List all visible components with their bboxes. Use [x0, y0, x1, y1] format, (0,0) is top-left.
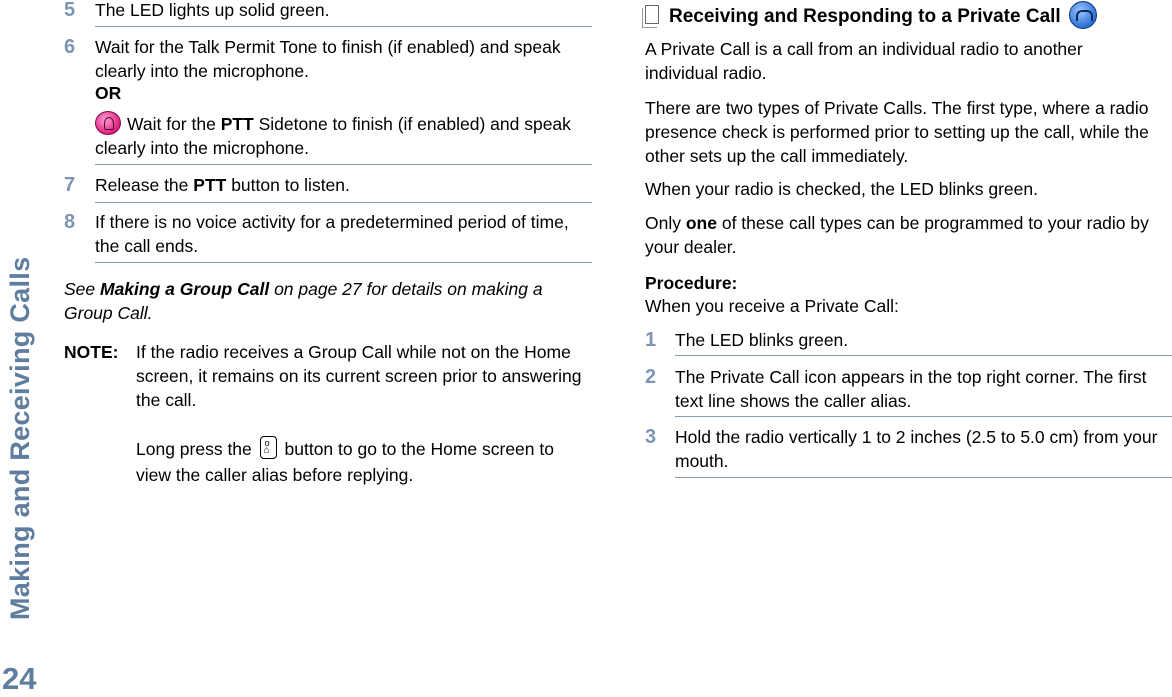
- step-divider: [95, 202, 592, 203]
- section-title-text: Making and Receiving Calls: [5, 256, 35, 620]
- step-divider: [95, 164, 592, 165]
- procedure-step-1: [645, 328, 1172, 352]
- step-5: [64, 0, 592, 22]
- procedure-step-2: [645, 365, 1172, 413]
- step-alt-text: [95, 111, 592, 160]
- step-8: [64, 210, 592, 258]
- step-7: [64, 173, 592, 197]
- step-number: 6: [64, 36, 76, 58]
- step-text: The LED lights up solid green.: [95, 0, 330, 20]
- alt-text-post: Sidetone to finish (if enabled) and speak clearly into the microphone.: [95, 114, 571, 158]
- step-text: Wait for the Talk Permit Tone to finish (if enabled) and speak clearly into the microphone.: [95, 37, 561, 81]
- step-divider: [675, 477, 1172, 478]
- procedure-step-3: [645, 425, 1172, 473]
- step-number: 7: [64, 174, 76, 196]
- step-text: Release the PTT button to listen.: [95, 175, 350, 195]
- step-number: 8: [64, 211, 76, 233]
- note-text-2: Long press the ⌂ o button to go to the Home screen to view the caller alias before replying.: [136, 436, 591, 488]
- alt-text-bold: PTT: [220, 114, 254, 134]
- note-block: [64, 340, 591, 488]
- step-number: 5: [64, 0, 76, 21]
- procedure-intro: When you receive a Private Call:: [645, 296, 899, 316]
- see-also-paragraph: See Making a Group Call on page 27 for details on making a Group Call.: [64, 279, 543, 323]
- section-heading: [645, 1, 1172, 30]
- procedure-label: Procedure:: [645, 273, 738, 293]
- paragraph-1: A Private Call is a call from an individual radio to another individual radio.: [645, 39, 1083, 83]
- step-divider: [675, 355, 1172, 356]
- private-call-icon: [1069, 1, 1097, 29]
- step-divider: [675, 416, 1172, 417]
- see-also-link[interactable]: Making a Group Call: [100, 279, 270, 299]
- step-number: 2: [645, 366, 657, 388]
- document-icon: [645, 5, 659, 24]
- step-text: The Private Call icon appears in the top right corner. The first text line shows the caller alias.: [675, 367, 1147, 411]
- paragraph-3: When your radio is checked, the LED blinks green.: [645, 179, 1038, 199]
- alt-text-pre: Wait for the: [127, 114, 221, 134]
- note-label: NOTE:: [64, 342, 119, 362]
- step-number: 1: [645, 329, 657, 351]
- step-text: Hold the radio vertically 1 to 2 inches (2.5 to 5.0 cm) from your mouth.: [675, 427, 1158, 471]
- step-divider: [95, 262, 592, 263]
- ptt-sidetone-icon: [95, 111, 121, 135]
- step-divider: [95, 26, 592, 27]
- paragraph-2: There are two types of Private Calls. The first type, where a radio presence check is performed prior to setting up the call, while the other sets up the call immediately.: [645, 98, 1149, 166]
- step-text: The LED blinks green.: [675, 330, 849, 350]
- step-number: 3: [645, 426, 657, 448]
- or-label: OR: [95, 83, 122, 103]
- page-number: 24: [2, 661, 37, 696]
- step-6: [64, 35, 592, 160]
- heading-text: Receiving and Responding to a Private Call: [669, 6, 1061, 27]
- paragraph-4: Only one of these call types can be programmed to your radio by your dealer.: [645, 213, 1149, 257]
- note-text-1: If the radio receives a Group Call while not on the Home screen, it remains on its current screen prior to answering the call.: [136, 342, 582, 410]
- step-text: If there is no voice activity for a predetermined period of time, the call ends.: [95, 212, 569, 256]
- home-key-icon: [260, 436, 277, 459]
